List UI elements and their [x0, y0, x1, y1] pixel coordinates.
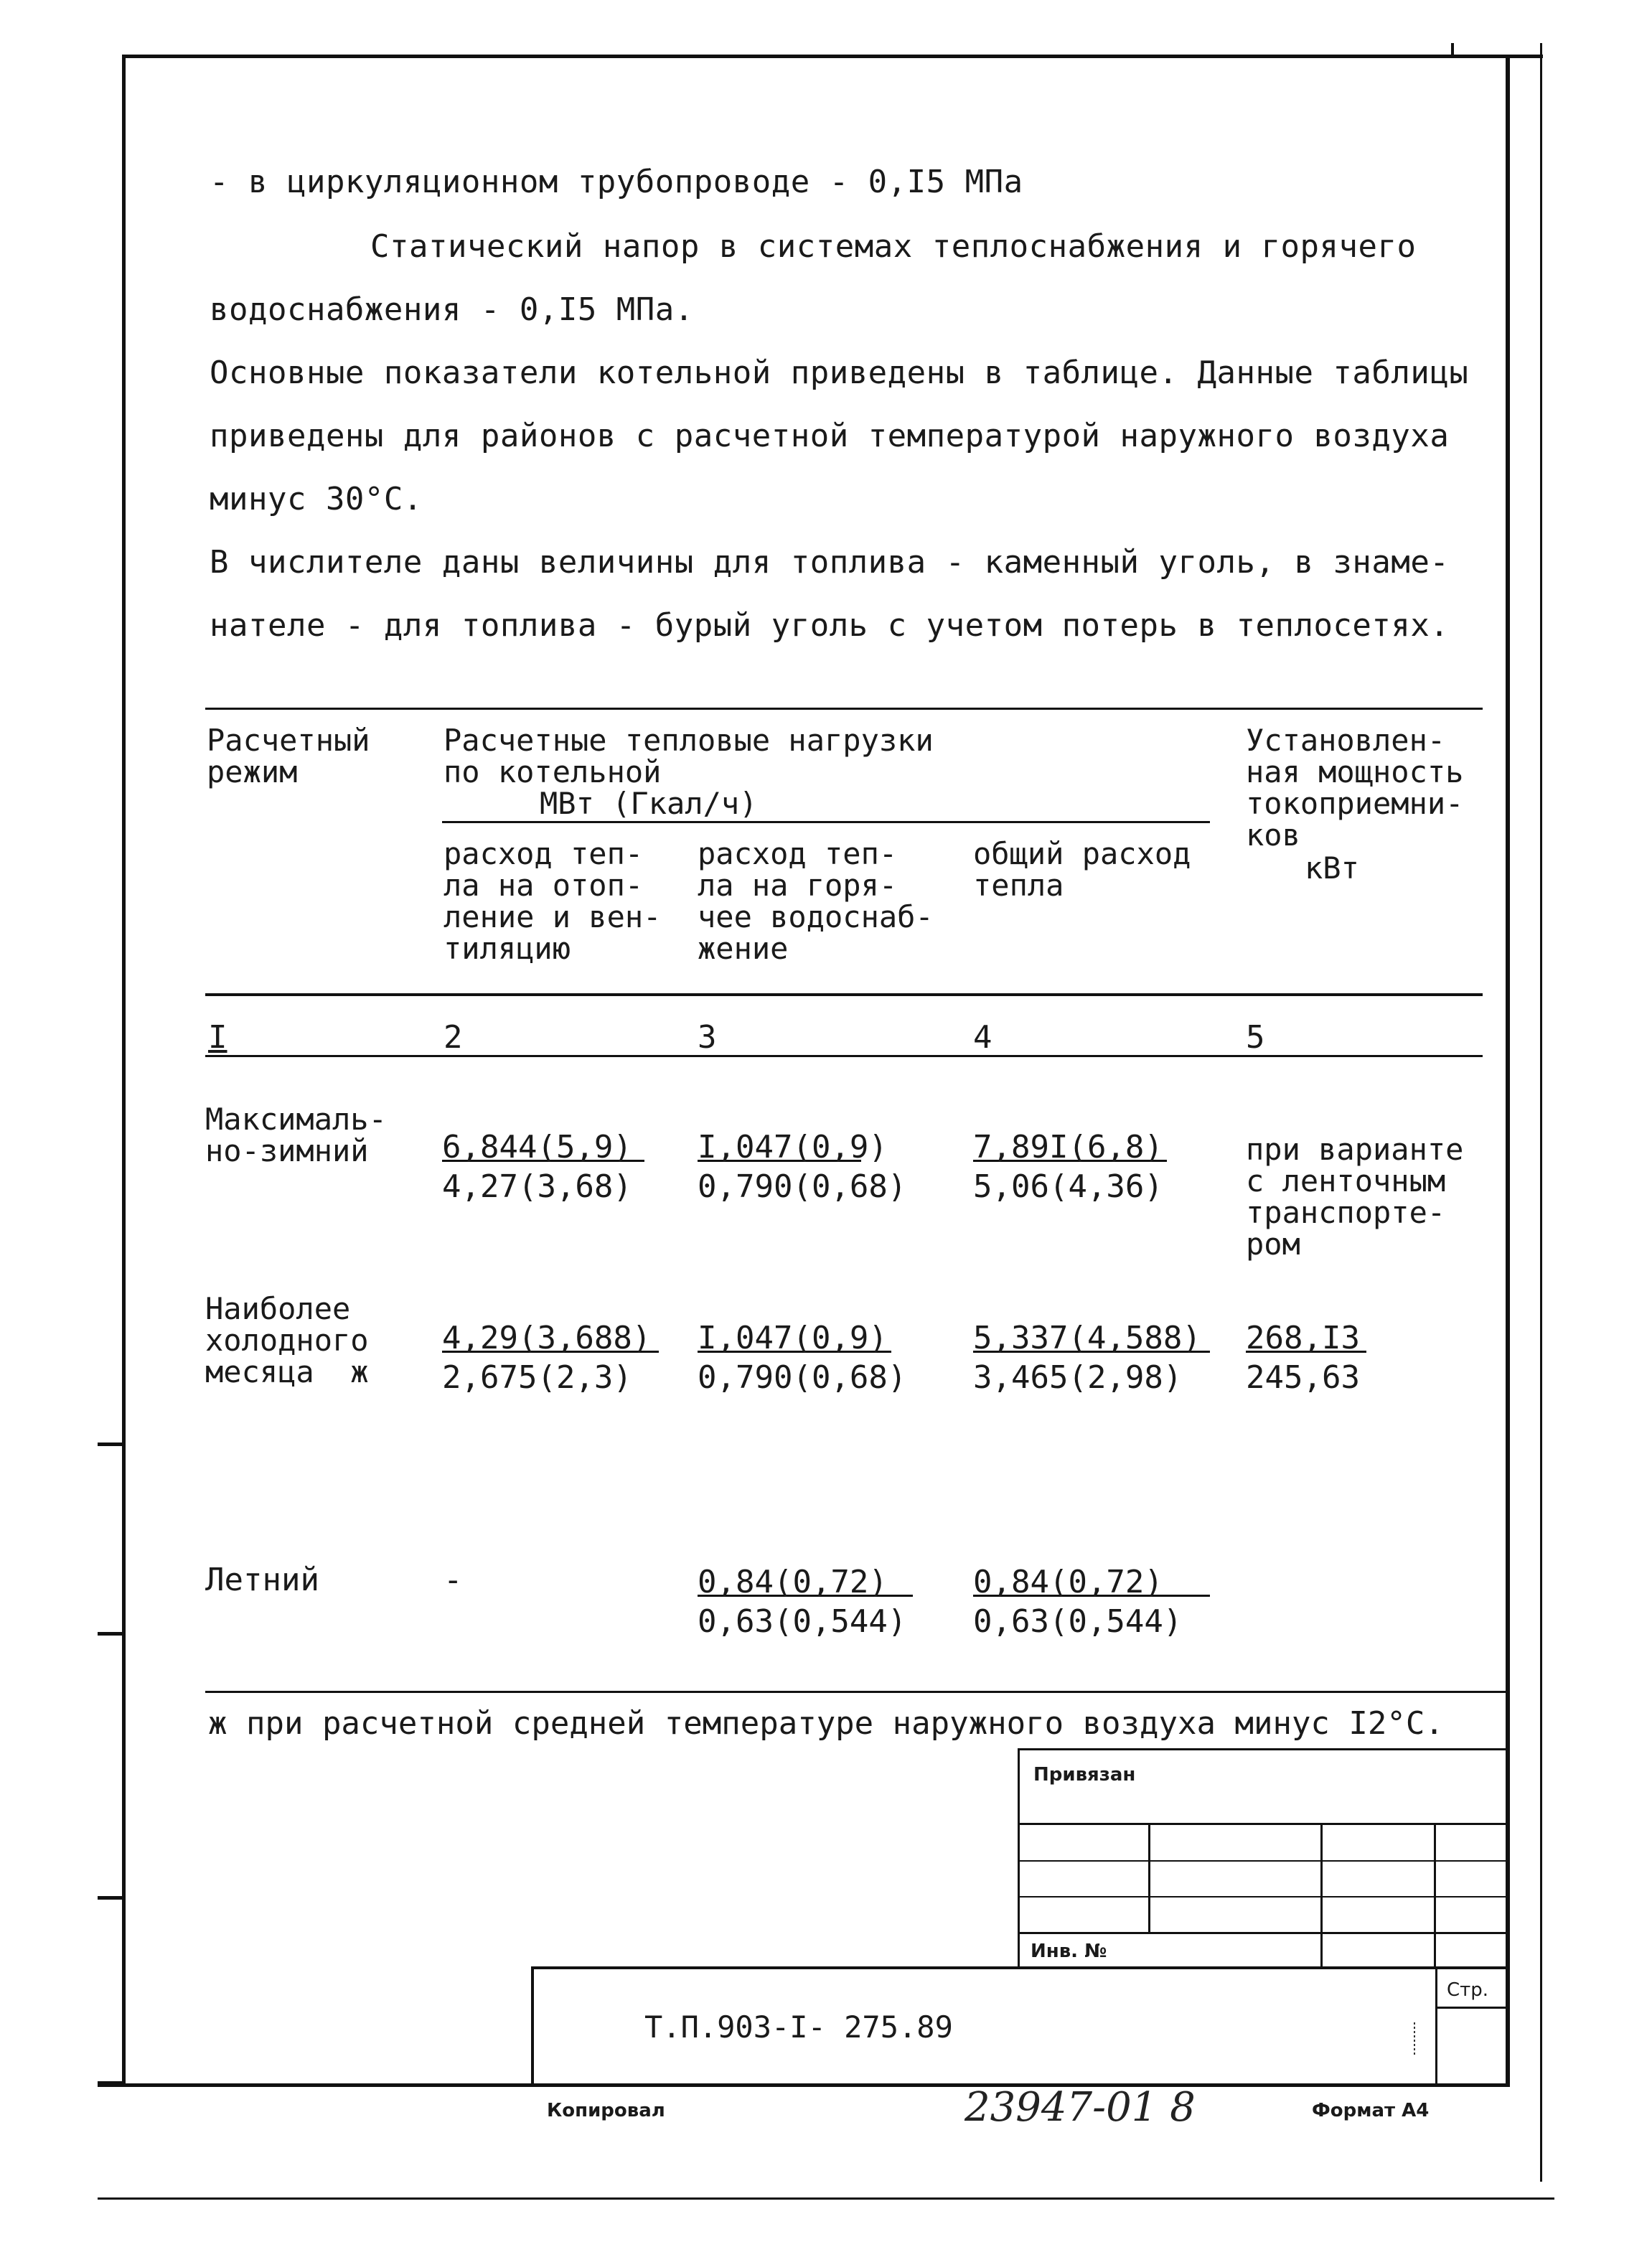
column-number-2: 2	[443, 1019, 463, 1056]
fraction-numerator: 4,29(3,688)	[442, 1320, 652, 1356]
fraction-numerator: 7,89I(6,8)	[973, 1129, 1163, 1165]
stamp-main-top	[531, 1966, 1510, 1969]
paragraph-line-2: Статический напор в системах теплоснабжения и горячего	[370, 228, 1417, 265]
stamp-handwritten-number: 23947-01 8	[965, 2084, 1196, 2131]
stamp-grid-line-1	[1018, 1823, 1510, 1825]
fraction-numerator: I,047(0,9)	[698, 1129, 888, 1165]
stamp-dotted-mark	[1414, 2022, 1415, 2057]
row-coldest-month-total	[973, 1318, 1210, 1399]
frame-bottom-border	[98, 2083, 1510, 2087]
stamp-format-label: Формат А4	[1312, 2100, 1430, 2121]
fraction-numerator: 268,I3	[1246, 1320, 1360, 1356]
paragraph-line-3: водоснабжения - 0,I5 МПа.	[210, 291, 694, 328]
column-number-4: 4	[973, 1019, 992, 1056]
binding-tick-1	[98, 1443, 125, 1446]
fraction-denominator: 5,06(4,36)	[973, 1168, 1163, 1205]
row-max-winter-mode: Максималь- но-зимний	[205, 1102, 387, 1168]
stamp-privyazan-top	[1018, 1748, 1510, 1750]
binding-tick-3	[98, 1896, 125, 1900]
header-installed-power-unit: кВт	[1305, 850, 1359, 886]
table-header-bottom-rule	[205, 993, 1483, 996]
fraction-denominator: 4,27(3,68)	[442, 1168, 632, 1205]
fraction-denominator: 0,790(0,68)	[698, 1168, 907, 1205]
table-column-numbers-rule	[205, 1055, 1483, 1057]
table-footnote: ж при расчетной средней температуре наружного воздуха минус I2°С.	[208, 1705, 1444, 1742]
binding-tick-4	[98, 2081, 125, 2085]
paragraph-line-5: приведены для районов с расчетной температурой наружного воздуха	[210, 418, 1450, 454]
header-heating-ventilation: расход теп- ла на отоп- ление и вен- тиляцию	[443, 836, 662, 966]
row-max-winter-hot-water	[698, 1127, 906, 1208]
stamp-grid-line-4	[1018, 1932, 1510, 1934]
stamp-copied-by-label: Копировал	[547, 2100, 665, 2121]
fraction-numerator: 6,844(5,9)	[442, 1129, 632, 1165]
stamp-grid-col-2	[1320, 1823, 1323, 1966]
row-max-winter-heating	[442, 1127, 644, 1208]
stamp-page-cell-left	[1435, 1966, 1437, 2086]
fraction-denominator: 3,465(2,98)	[973, 1359, 1183, 1396]
column-number-3: 3	[698, 1019, 717, 1056]
stamp-page-label: Стр.	[1447, 1979, 1489, 2001]
fraction-numerator: 0,84(0,72)	[973, 1564, 1163, 1600]
row-coldest-month-mode: Наиболее холодного месяца ж	[205, 1291, 369, 1389]
header-heat-loads-unit: МВт (Гкал/ч)	[540, 786, 758, 821]
fraction-denominator: 245,63	[1246, 1359, 1360, 1396]
stamp-grid-col-1	[1148, 1823, 1150, 1933]
frame-outer-right-line	[1540, 43, 1542, 2182]
stamp-grid-col-3	[1434, 1823, 1436, 1966]
binding-tick-2	[98, 1632, 125, 1636]
paragraph-line-8: нателе - для топлива - бурый уголь с учетом потерь в теплосетях.	[210, 607, 1450, 644]
paragraph-line-1: - в циркуляционном трубопроводе - 0,I5 МПа	[210, 164, 1023, 200]
header-mode: Расчетный режим	[207, 723, 370, 789]
fraction-numerator: 0,84(0,72)	[698, 1564, 888, 1600]
frame-top-border	[122, 55, 1543, 58]
stamp-grid-line-3	[1018, 1896, 1510, 1897]
page-bottom-edge	[98, 2197, 1554, 2200]
stamp-privyazan-left	[1018, 1748, 1020, 1968]
corner-mark	[1451, 43, 1454, 57]
paragraph-line-6: минус 30°С.	[210, 481, 423, 517]
row-summer-heating: -	[443, 1562, 463, 1598]
row-max-winter-total	[973, 1127, 1167, 1208]
row-summer-hot-water	[698, 1562, 913, 1643]
fraction-denominator: 0,790(0,68)	[698, 1359, 907, 1396]
row-coldest-month-power	[1246, 1318, 1366, 1399]
frame-right-border	[1506, 55, 1510, 2086]
header-hot-water: расход теп- ла на горя- чее водоснаб- жение	[698, 836, 934, 966]
paragraph-line-7: В числителе даны величины для топлива - каменный уголь, в знаме-	[210, 544, 1450, 581]
stamp-privyazan-label: Привязан	[1033, 1764, 1136, 1786]
stamp-grid-line-2	[1018, 1860, 1510, 1862]
paragraph-line-4: Основные показатели котельной приведены в таблице. Данные таблицы	[210, 355, 1469, 391]
header-installed-power: Установлен- ная мощность токоприемни- ков	[1246, 723, 1464, 853]
row-max-winter-power-note: при варианте с ленточным транспорте- ром	[1246, 1132, 1464, 1262]
stamp-inventory-number-label: Инв. №	[1031, 1941, 1107, 1962]
table-top-rule	[205, 708, 1483, 710]
header-total-heat: общий расход тепла	[973, 836, 1191, 903]
frame-left-border	[122, 55, 126, 2086]
stamp-page-cell-divider	[1435, 2007, 1510, 2009]
fraction-numerator: I,047(0,9)	[698, 1320, 888, 1356]
table-bottom-rule	[205, 1691, 1507, 1693]
column-number-5: 5	[1246, 1019, 1265, 1056]
header-heat-loads-group: Расчетные тепловые нагрузки по котельной	[443, 723, 934, 789]
fraction-denominator: 0,63(0,544)	[973, 1603, 1183, 1640]
row-summer-total	[973, 1562, 1210, 1643]
fraction-denominator: 0,63(0,544)	[698, 1603, 907, 1640]
stamp-document-designation: Т.П.903-I- 275.89	[644, 2009, 953, 2045]
fraction-numerator: 5,337(4,588)	[973, 1320, 1201, 1356]
row-coldest-month-heating	[442, 1318, 659, 1399]
table-group-header-rule	[442, 821, 1210, 823]
fraction-denominator: 2,675(2,3)	[442, 1359, 632, 1396]
row-summer-mode: Летний	[205, 1562, 319, 1598]
stamp-main-left	[531, 1966, 534, 2086]
row-coldest-month-hot-water	[698, 1318, 906, 1399]
column-number-1: I	[208, 1019, 227, 1056]
